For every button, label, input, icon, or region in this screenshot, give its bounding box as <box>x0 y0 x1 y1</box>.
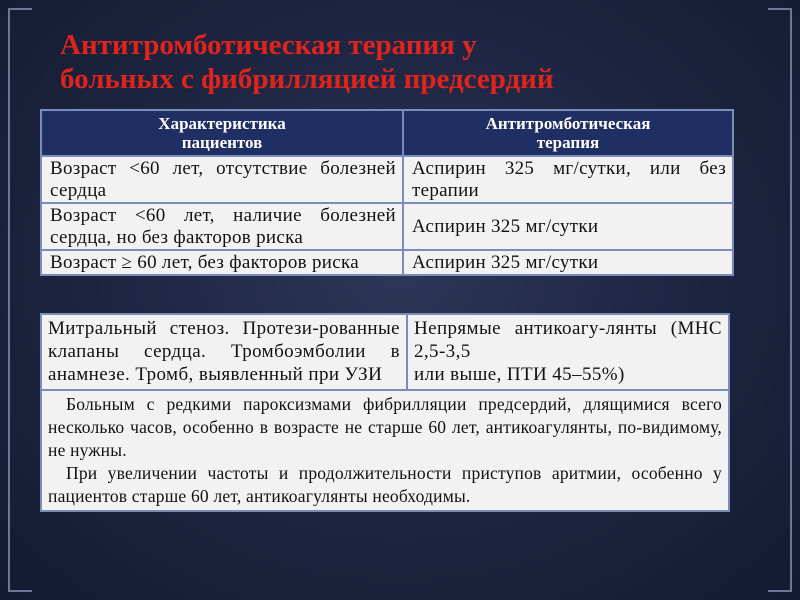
note-paragraph: При увеличении частоты и продолжительности приступов аритмии, особенно у пациентов старше 60 лет, антикоагулянты необходимы. <box>48 463 722 506</box>
table-header-row <box>41 110 733 156</box>
table-row <box>41 314 729 390</box>
note-paragraph: Больным с редкими пароксизмами фибрилляции предсердий, длящимися всего несколько часов, особенно в возрасте не старше 60 лет, антикоагулянты, по-видимому, не нужны. <box>48 394 722 460</box>
table-row <box>41 156 733 203</box>
patient-cell: Возраст <60 лет, наличие болезней сердца, но без факторов риска <box>41 203 403 250</box>
table-row <box>41 203 733 250</box>
header-line: терапия <box>536 133 600 152</box>
header-line: пациентов <box>181 133 263 152</box>
table-row <box>41 390 729 511</box>
slide-title-line-2: больных с фибрилляцией предсердий <box>60 63 554 95</box>
therapy-line: Непрямые антикоагу-лянты (МНС 2,5-3,5 <box>414 318 722 362</box>
table-row <box>41 250 733 275</box>
slide-title-line-1: Антитромботическая терапия у <box>60 29 477 61</box>
note-cell <box>41 390 729 511</box>
therapy-cell: Аспирин 325 мг/сутки <box>403 203 733 250</box>
therapy-table <box>40 109 734 276</box>
therapy-cell <box>407 314 729 390</box>
therapy-line: или выше, ПТИ 45–55%) <box>414 364 625 385</box>
patient-cell: Возраст ≥ 60 лет, без факторов риска <box>41 250 403 275</box>
header-antithrombotic-therapy <box>403 110 733 156</box>
slide-title <box>60 28 760 96</box>
header-patient-characteristics <box>41 110 403 156</box>
therapy-cell: Аспирин 325 мг/сутки <box>403 250 733 275</box>
header-line: Характеристика <box>158 114 286 133</box>
right-bracket-decoration <box>768 8 792 592</box>
therapy-cell: Аспирин 325 мг/сутки, или без терапии <box>403 156 733 203</box>
special-cases-table <box>40 313 730 512</box>
patient-cell: Возраст <60 лет, отсутствие болезней сердца <box>41 156 403 203</box>
patient-cell: Митральный стеноз. Протези-рованные клапаны сердца. Тромбоэмболии в анамнезе. Тромб, выявленный при УЗИ <box>41 314 407 390</box>
header-line: Антитромботическая <box>485 114 651 133</box>
left-bracket-decoration <box>8 8 32 592</box>
